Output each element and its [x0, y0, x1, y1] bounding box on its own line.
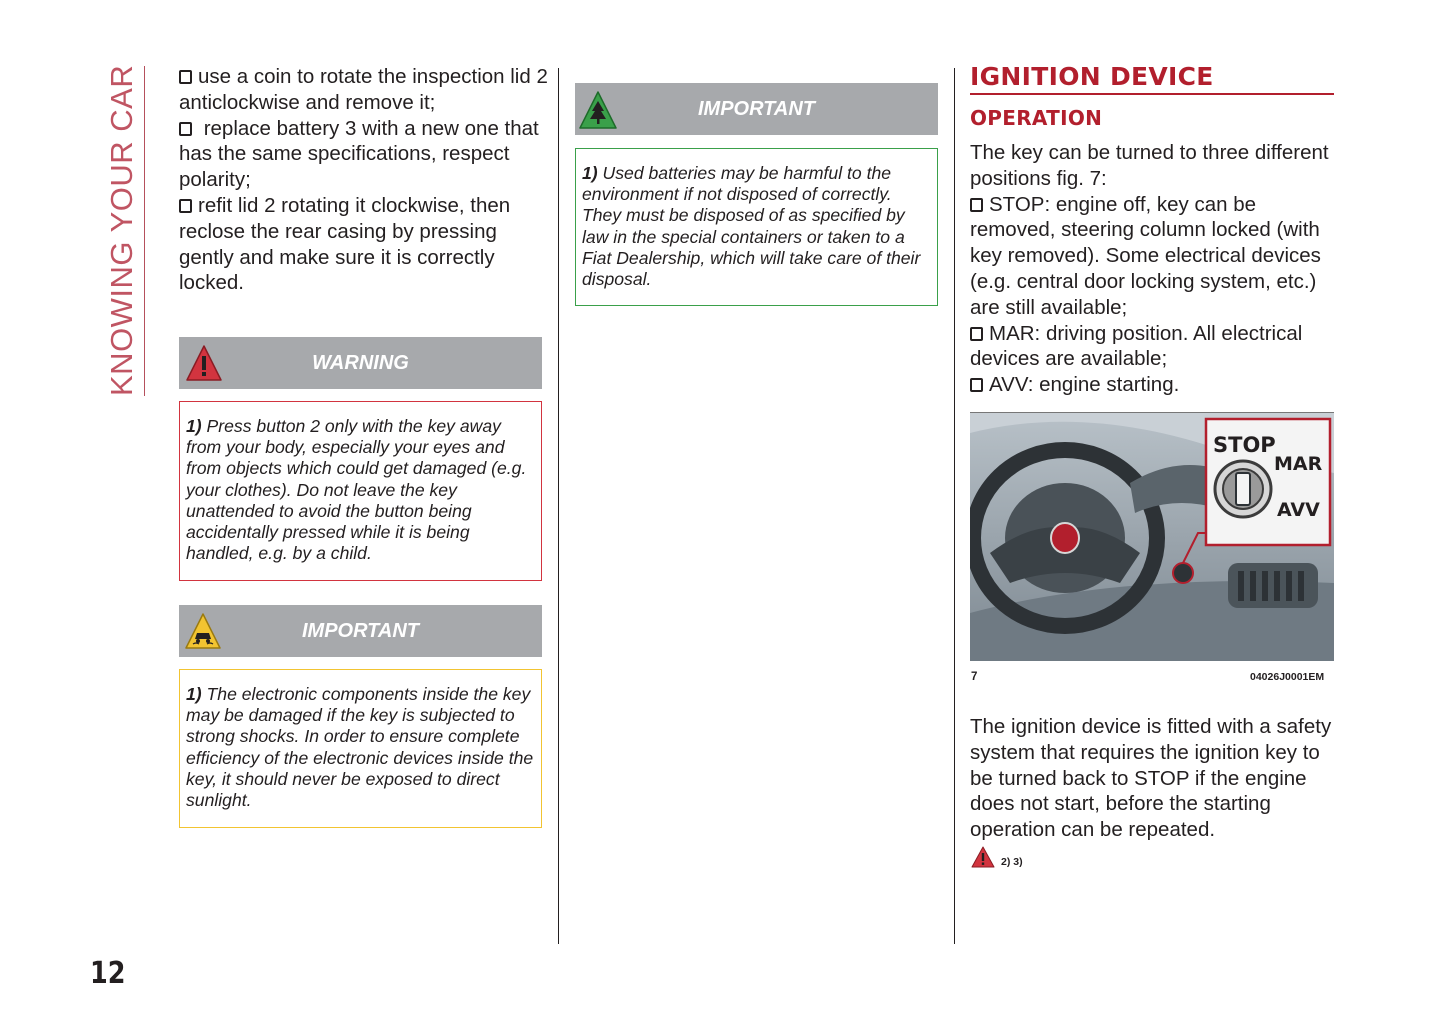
bullet-icon	[179, 70, 192, 84]
safety-paragraph: The ignition device is fitted with a safety system that requires the ignition key to be turned back to STOP if the engine does not start, before the starting operation can be repeated.	[970, 715, 1332, 842]
figure-label-mar: MAR	[1274, 453, 1323, 475]
important-header	[179, 605, 542, 657]
warning-box	[179, 401, 542, 581]
environment-title: IMPORTANT	[697, 98, 816, 120]
environment-header	[575, 83, 938, 135]
list-item: use a coin to rotate the inspection lid 2 anticlockwise and remove it;	[179, 65, 548, 114]
environment-text: Used batteries may be harmful to the environment if not disposed of correctly. They must be disposed of as specified by law in the special containers or taken to a Fiat Dealership, which will take care of their disposal.	[582, 163, 921, 290]
bullet-icon	[970, 327, 983, 341]
intro-paragraph: The key can be turned to three different positions fig. 7:	[970, 141, 1329, 190]
note-ref: 1)	[582, 163, 598, 183]
dashboard-illustration	[970, 413, 1334, 661]
warning-header	[179, 337, 542, 389]
figure-label-avv: AVV	[1277, 499, 1320, 521]
important-text: The electronic components inside the key may be damaged if the key is subjected to strong shocks. In order to ensure complete efficiency of the electronic devices inside the key, it should never be exposed to direct sunlight.	[186, 684, 534, 811]
note-ref: 1)	[186, 416, 202, 436]
bullet-icon	[970, 198, 983, 212]
note-ref: 1)	[186, 684, 202, 704]
list-item: AVV: engine starting.	[970, 372, 1340, 398]
important-box	[179, 669, 542, 828]
warning-reference-numbers: 2) 3)	[1001, 856, 1023, 868]
important-title: IMPORTANT	[301, 620, 420, 642]
warning-title: WARNING	[312, 352, 409, 374]
left-bullet-list	[179, 64, 549, 296]
list-item: STOP: engine off, key can be removed, steering column locked (with key removed). Some electrical devices (e.g. central door locking system, etc.) are still available;	[970, 192, 1321, 319]
environment-box	[575, 148, 938, 306]
bullet-icon	[179, 199, 192, 213]
warning-text: Press button 2 only with the key away from your body, especially your eyes and from objects which could get damaged (e.g. your clothes). Do not leave the key unattended to avoid the button being accidentally pressed while it is being handled, e.g. by a child.	[186, 416, 527, 564]
column-divider	[558, 68, 559, 944]
page-number: 12	[90, 956, 126, 991]
section-heading: IGNITION DEVICE	[970, 62, 1334, 95]
right-text-block	[970, 140, 1340, 398]
bullet-icon	[970, 378, 983, 392]
side-tab	[104, 66, 145, 396]
figure-label-stop: STOP	[1213, 433, 1276, 457]
list-item: MAR: driving position. All electrical devices are available;	[970, 321, 1303, 371]
list-item: refit lid 2 rotating it clockwise, then reclose the rear casing by pressing gently and make sure it is correctly locked.	[179, 193, 511, 295]
side-tab-label: KNOWING YOUR CAR	[104, 64, 139, 396]
figure-code: 04026J0001EM	[1250, 671, 1325, 683]
figure-number: 7	[971, 671, 978, 683]
ignition-figure	[970, 412, 1334, 661]
sub-heading: OPERATION	[970, 106, 1103, 130]
list-item: replace battery 3 with a new one that has the same specifications, respect polarity;	[179, 116, 539, 192]
column-divider	[954, 68, 955, 944]
bullet-icon	[179, 122, 192, 136]
warning-triangle-icon	[971, 846, 995, 868]
